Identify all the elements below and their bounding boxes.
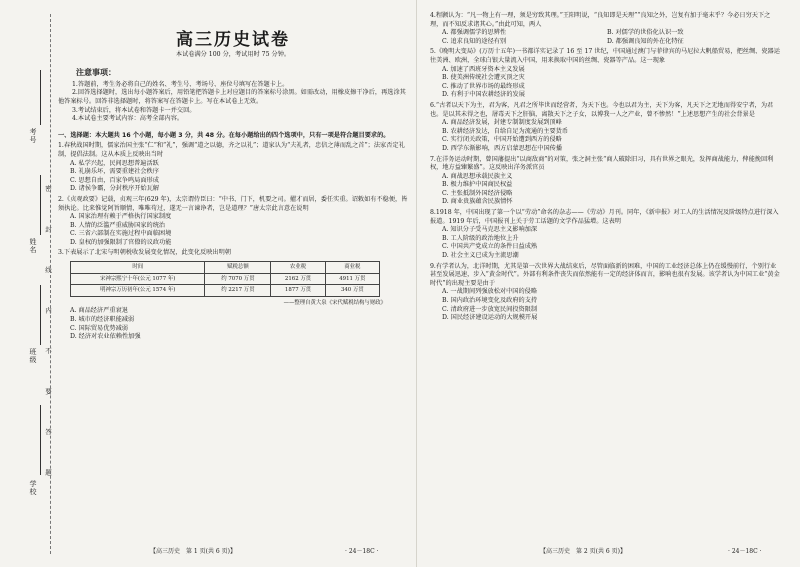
option-a: A. 私学兴起，民间思想普遍活跃	[70, 159, 159, 167]
question-stem: 8.1918 年，中国出现了第一个以“劳动”命名的杂志——《劳动》月刊。同年，《新申报》对工人的生活情况及阶级特点进行深入报道。1919 年后，中国报刊上关于劳工话题的文学作品猛增。这表明	[430, 209, 779, 225]
option-b: B. 人情的泛滥严重威胁国家的统治	[70, 221, 166, 229]
option-b: B. 城市的经济职能减弱	[70, 316, 135, 324]
name-line	[40, 175, 41, 235]
option-c: C. 实行闭关政策，中国开始遭到西方的侵略	[442, 136, 562, 144]
question-7	[430, 156, 780, 208]
option-c: C. 思想自由，百家争鸣局面形成	[70, 176, 159, 184]
table-cell: 340 万贯	[325, 285, 379, 297]
question-5	[430, 48, 780, 100]
option-d: D. 西学东渐影响，西方启蒙思想在中国传播	[442, 144, 563, 152]
option-b: B. 农耕经济发达，自给自足为流通的主要货币	[442, 127, 569, 135]
option-c: C. 国际贸易优势减弱	[70, 324, 128, 332]
table-header-row	[71, 262, 380, 274]
option-row	[430, 29, 780, 38]
question-9	[430, 263, 780, 323]
notice-item: 2.回答选择题时，选出每小题答案后，用铅笔把答题卡上对应题目的答案标号涂黑。如需改动，用橡皮擦干净后，再选涂其他答案标号。回答非选择题时，将答案写在答题卡上。写在本试卷上无效。	[58, 89, 406, 105]
table-header: 商业税	[325, 262, 379, 274]
option-b: B. 礼崩乐坏，需要重建社会秩序	[70, 168, 159, 176]
table-cell: 约 2217 万贯	[205, 285, 271, 297]
question-3	[58, 249, 408, 341]
option-a: A. 加速了西班牙资本主义发展	[442, 65, 525, 73]
question-8	[430, 209, 780, 261]
page-1-footer: 【高三历史 第 1 页(共 6 页)】	[150, 548, 236, 555]
table-row	[71, 273, 380, 285]
class-label: 班级	[29, 348, 37, 364]
notice-list	[58, 81, 408, 124]
page-2-code: · 24－18C ·	[728, 548, 762, 555]
option-d: D. 皇权的加强限制了官僚的议政功能	[70, 238, 172, 246]
name-label: 姓名	[29, 238, 37, 254]
page-fold	[416, 0, 417, 567]
option-a: A. 知识分子受马克思主义影响加深	[442, 226, 538, 234]
table-header: 赋税总额	[205, 262, 271, 274]
option-a: A. 商品经济发展，封建专制制度发展到顶峰	[442, 119, 562, 127]
exam-no-label: 考号	[29, 128, 37, 144]
option-a: A. 一战期间列强放松对中国的侵略	[442, 288, 538, 296]
question-stem: 4.程颢认为：“凡一物上有一理，须是穷致其理。”王阳明说，“良知即是天理”“良知之外，岂复有加于毫末乎？今必日穷天下之理，而不知反求诸其心。”由此可知，两人	[430, 12, 771, 28]
notice-item: 4.本试卷主要考试内容：高考全部内容。	[72, 115, 184, 123]
tax-table	[70, 261, 380, 297]
seal-dashed-line	[50, 14, 51, 554]
class-line	[40, 285, 41, 345]
seal-line-text: 密 封 线 内 不 要 答 题	[44, 185, 52, 492]
table-cell: 4911 万贯	[325, 273, 379, 285]
binding-strip	[0, 0, 52, 567]
option-d: D. 诸侯争霸，分封秩序开始瓦解	[70, 185, 160, 193]
option-d: D. 社会主义已成为主流思潮	[442, 252, 519, 260]
notice-heading: 注意事项：	[76, 68, 116, 78]
option-d: D. 有利于中国农耕经济的发展	[442, 91, 525, 99]
table-cell: 约 7070 万贯	[205, 273, 271, 285]
option-d: D. 都强调良知的外在化特征	[607, 37, 684, 45]
school-line	[40, 405, 41, 475]
question-4	[430, 12, 780, 46]
option-row	[430, 38, 780, 47]
option-d: D. 商业贵族蕴含民族情怀	[442, 198, 513, 206]
question-stem: 7.在洋务运动时期，曾国藩提出“以商敌商”的对策，张之洞主张“商人破除旧习，具有世界之眼光，发挥商战能力，俾能挽回利权，地方益臻繁盛”。这反映出洋务派官员	[430, 155, 774, 172]
option-a: A. 商战思想承载民族主义	[442, 172, 513, 180]
option-b: B. 对儒学的世俗化认识一致	[607, 29, 684, 37]
option-c: C. 清政府进一步放宽民间投资限制	[442, 305, 538, 313]
option-d: D. 经济对农业依赖性加强	[70, 333, 141, 341]
question-stem: 6.“古者以天下为主，君为客，凡君之所毕世而经营者，为天下也。今也以君为主，天下为客，凡天下之无地而得安宁者，为君也。是以其未得之也，屠毒天下之肝脑，离散天下之子女，以博我一人之产业，曾不惨然！”上述思想产生的社会背景是	[430, 101, 774, 118]
table-header: 时间	[71, 262, 205, 274]
option-d: D. 国民经济建设运动的大规模开展	[442, 314, 538, 322]
page-1	[58, 10, 408, 342]
question-1	[58, 142, 408, 194]
notice-item: 1.答题前，考生务必将自己的姓名、考生号、考场号、座位号填写在答题卡上。	[72, 80, 289, 88]
option-c: C. 主张抵制外国经济侵略	[442, 189, 513, 197]
option-a: A. 商品经济严重衰退	[70, 307, 128, 315]
page-title: 高三历史试卷	[176, 30, 290, 50]
option-b: B. 国内政治环境变化及政府的支持	[442, 297, 538, 304]
table-source: ——整理自黄大泉《宋代赋税结构与财政》	[283, 299, 386, 306]
option-c: C. 追求良知的途径有别	[442, 37, 507, 45]
option-c: C. 推动了世界市场的最终形成	[442, 82, 525, 90]
option-b: B. 使美洲传统社会遭灭顶之灾	[442, 74, 525, 82]
table-cell: 2162 万贯	[271, 273, 325, 285]
question-stem: 3.下表展示了北宋与明朝税收发展变化情况，此变化反映出明朝	[58, 249, 231, 257]
option-a: A. 国家治理有赖于严格执行国家制度	[70, 213, 172, 221]
option-c: C. 中国共产党成立的条件日益成熟	[442, 243, 538, 251]
question-stem: 2.《贞观政要》记载，贞观三年(629 年)，太宗谓侍臣曰：“中书、门下，机要之司。擢才而居，委任实重。诏敕如有不稳便，皆须执论。比来惟觉阿旨顺情，唯唯苟过，遂无一言谏诤者，岂是道理？”唐太宗此言意在说明	[58, 195, 408, 212]
page-2	[430, 10, 780, 323]
question-stem: 9.有学者认为，北洋时期，尤其是第一次世界大战结束后，尽管面临新的困难，中国的工业经济总体上仍在缓慢前行，个别行业甚至发展迅速，步入“黄金时代”。外部有利条件丧失而依然能有一定的经济体而言，影响也很有发展。该学者认为中国工业“黄金时代”的出现主要是由于	[430, 262, 780, 287]
exam-no-line	[40, 70, 41, 125]
question-stem: 1.春秋战国时期，儒家治国主张“仁”和“礼”，强调“道之以德，齐之以礼”；道家认为“夫礼者，忠信之薄而乱之首”；法家否定礼制，提倡法制。这从本质上反映出当时	[58, 142, 405, 158]
option-c: C. 三省六部制在实施过程中面临困境	[70, 230, 172, 238]
page-1-code: · 24－18C ·	[345, 548, 379, 555]
table-row	[71, 285, 380, 297]
school-label: 学校	[29, 480, 37, 496]
page-2-footer: 【高三历史 第 2 页(共 6 页)】	[540, 548, 626, 555]
option-a: A. 都强调儒学的思辨性	[442, 29, 507, 37]
section-heading: 一、选择题：本大题共 16 个小题，每小题 3 分，共 48 分。在每小题给出的四个选项中，只有一项是符合题目要求的。	[58, 131, 390, 139]
question-stem: 5.《晚明大变局》(万历十五年)一书都详实记录了 16 至 17 世纪，中国通过澳门与菲律宾的马尼拉大帆船贸易，把丝绸、瓷器运往美洲、欧洲，全球白银大量流入中国，用来换取中国的丝绸、瓷器等产品。这一现象	[430, 48, 780, 64]
question-2	[58, 196, 408, 248]
table-cell: 宋神宗熙宁十年(公元 1077 年)	[71, 273, 205, 285]
table-cell: 1877 万贯	[271, 285, 325, 297]
option-b: B. 工人阶级的政治地位上升	[442, 234, 519, 242]
notice-item: 3.考试结束后，将本试卷和答题卡一并交回。	[72, 106, 196, 114]
table-cell: 明神宗万历初年(公元 1574 年)	[71, 285, 205, 297]
question-6	[430, 102, 780, 154]
table-header: 农业税	[271, 262, 325, 274]
page-subtitle: 本试卷满分 100 分，考试用时 75 分钟。	[175, 50, 291, 58]
option-b: B. 极力维护中国商民权益	[442, 181, 513, 189]
